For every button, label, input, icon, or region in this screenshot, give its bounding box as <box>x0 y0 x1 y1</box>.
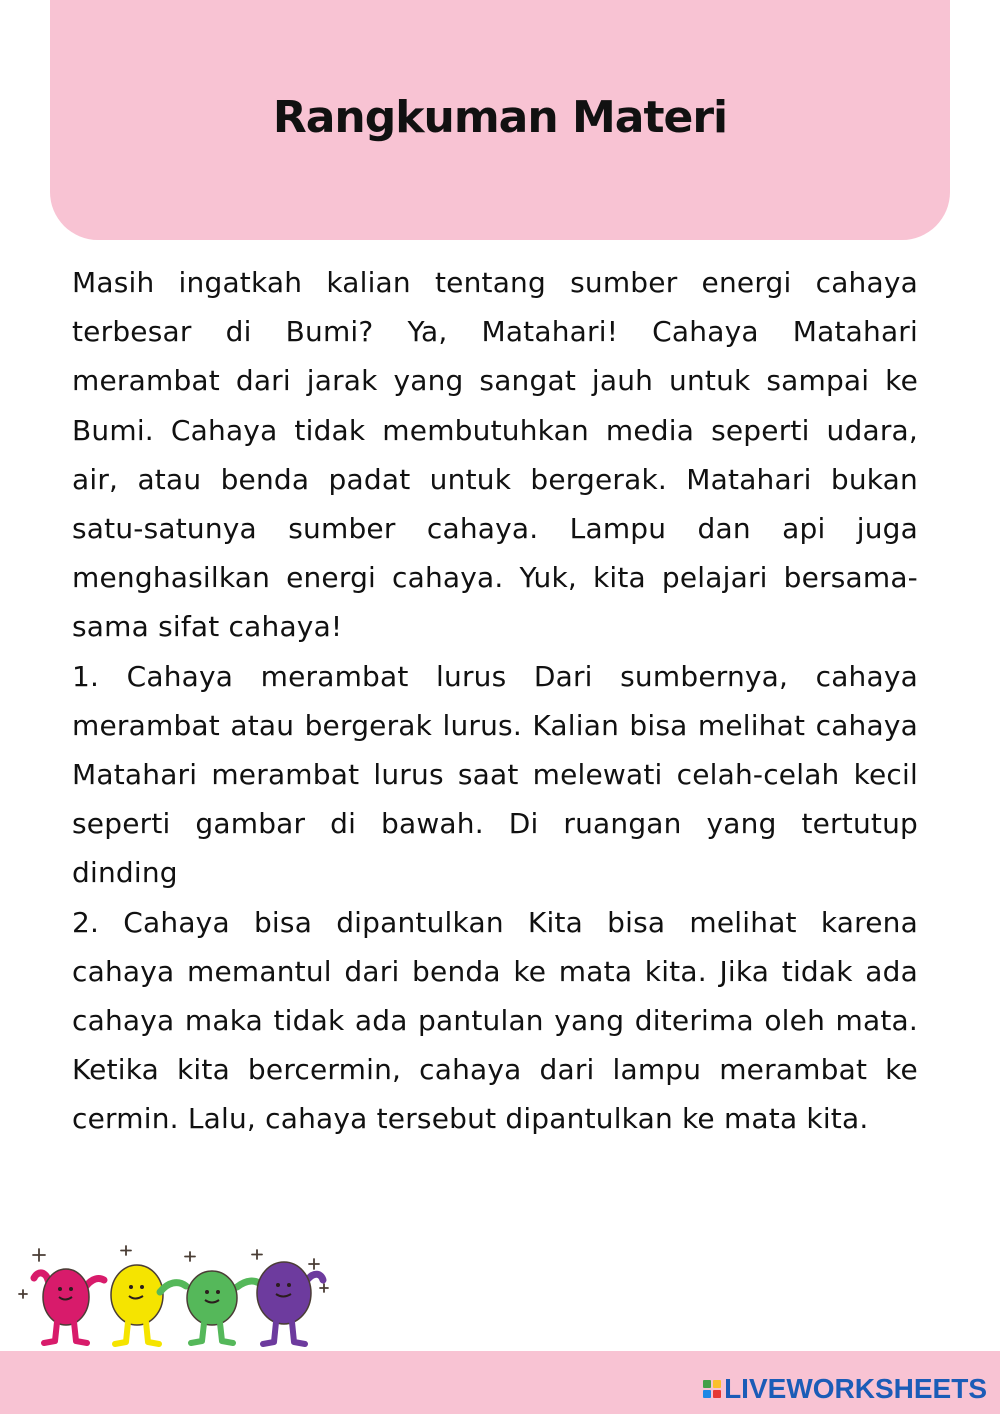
summary-light-travels-straight-paragraph: 1. Cahaya merambat lurus Dari sumbernya, cahaya merambat atau bergerak lurus. Kalian bisa melihat cahaya Matahari merambat lurus saat melewati celah-celah kecil seperti gambar di bawah. Di ruangan yang tertutup dinding <box>72 659 918 890</box>
page-title: Rangkuman Materi <box>272 92 728 143</box>
summary-intro-paragraph: Masih ingatkah kalian tentang sumber energi cahaya terbesar di Bumi? Ya, Matahari! Cahaya Matahari merambat dari jarak yang sangat jauh untuk sampai ke Bumi. Cahaya tidak membutuhkan media seperti udara, air, atau benda padat untuk bergerak. Matahari bukan satu-satunya sumber cahaya. Lampu dan api juga menghasilkan energi cahaya. Yuk, kita pelajari bersama-sama sifat cahaya! <box>72 266 918 644</box>
yellow-character <box>111 1265 163 1344</box>
liveworksheets-logo-icon <box>702 1379 722 1399</box>
summary-light-reflection-paragraph: 2. Cahaya bisa dipantulkan Kita bisa melihat karena cahaya memantul dari benda ke mata kita. Jika tidak ada cahaya maka tidak ada pantulan yang diterima oleh mata. Ketika kita bercermin, cahaya dari lampu merambat ke cermin. Lalu, cahaya tersebut dipantulkan ke mata kita. <box>72 905 918 1136</box>
green-character <box>160 1271 262 1343</box>
liveworksheets-brand <box>702 1372 987 1406</box>
pink-character <box>34 1269 104 1343</box>
summary-content <box>72 258 918 1144</box>
brand-name: LIVEWORKSHEETS <box>724 1373 987 1404</box>
title-banner <box>50 0 950 240</box>
happy-characters-illustration <box>14 1242 334 1352</box>
purple-character <box>257 1262 323 1344</box>
